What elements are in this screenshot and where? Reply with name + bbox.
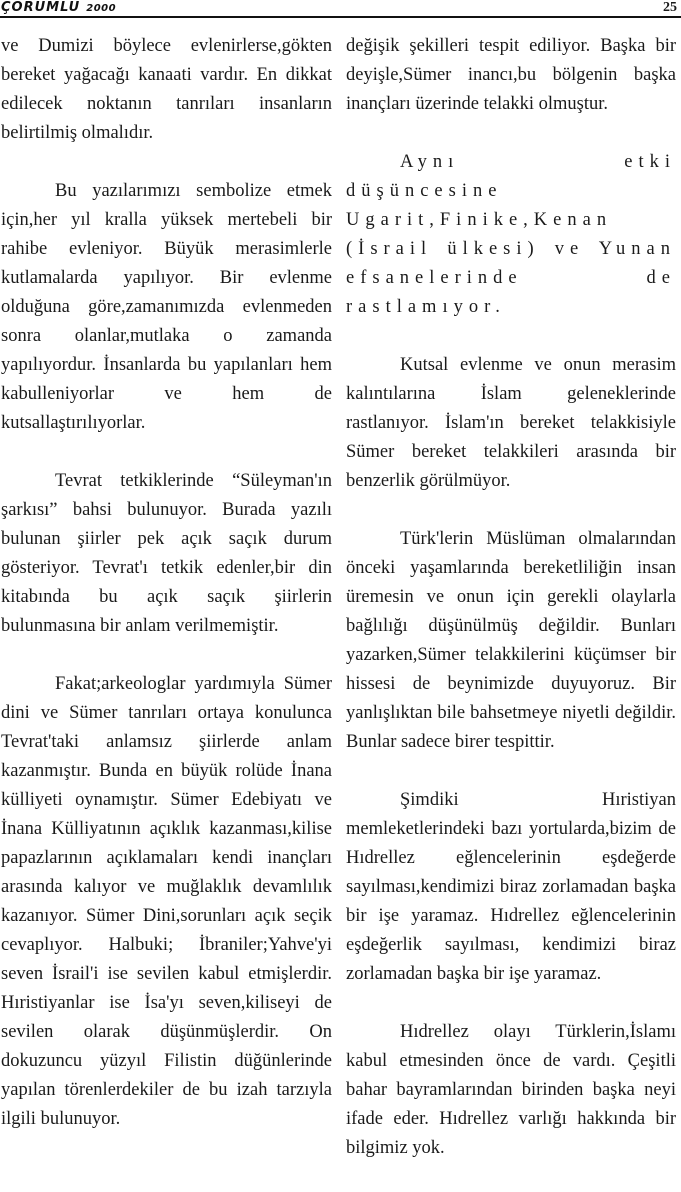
right-column <box>346 32 676 1192</box>
left-column <box>1 32 332 1163</box>
publication-masthead <box>1 0 116 17</box>
page-header <box>0 0 681 18</box>
paragraph: Tevrat tetkiklerinde “Süleyman'ın şarkısı” bahsi bulunuyor. Burada yazılı bulunan şiirler pek açık saçık durum gösteriyor. Tevrat'ı tetkik edenler,bir din kitabında bu açık saçık şiirlerin bulunmasına bir anlam verilmemiştir. <box>1 471 332 636</box>
paragraph: Hıdrellez olayı Türklerin,İslamı kabul etmesinden önce de vardı. Çeşitli bahar bayramlarından birinden başka neyi ifade eder. Hıdrellez varlığı hakkında bir bilgimiz yok. <box>346 1022 676 1158</box>
paragraph: ve Dumizi böylece evlenirlerse,gökten bereket yağacağı kanaati vardır. En dikkat edilecek noktanın tanrıları insanların belirtilmiş olmalıdır. <box>1 36 332 143</box>
paragraph: Bu yazılarımızı sembolize etmek için,her yıl kralla yüksek mertebeli bir rahibe evleniyor. Büyük merasimlerle kutlamalarda yapılıyor. Bir evlenme olduğuna göre,zamanımızda evlenmeden sonra olanlar,mutlaka o zamanda yapılıyordur. İnsanlarda bu yapılanları hem kabulleniyorlar ve hem de kutsallaştırılıyorlar. <box>1 181 332 433</box>
publication-title: ÇORUMLU <box>1 0 81 15</box>
header-divider <box>0 16 681 18</box>
paragraph: Kutsal evlenme ve onun merasim kalıntılarına İslam geleneklerinde rastlanıyor. İslam'ın bereket telakkisiyle Sümer bereket telakkileri arasında bir benzerlik görülmüyor. <box>346 355 676 491</box>
paragraph: Fakat;arkeologlar yardımıyla Sümer dini ve Sümer tanrıları ortaya konulunca Tevrat'taki anlamsız şiirlerde anlam kazanmıştır. Bunda en büyük rolüde İnana külliyeti oynamıştır. Sümer Edebiyatı ve İnana Külliyatının açıklık kazanması,kilise papazlarının açıklamaları kendi inançları arasında kalıyor ve muğlaklık devamlılık kazanıyor. Sümer Dini,sorunları açık seçik cevaplıyor. Halbuki; İbraniler;Yahve'yi seven İsrail'i ise sevilen kabul etmişlerdir. Hıristiyanlar ise İsa'yı seven,kiliseyi de sevilen olarak düşünmüşlerdir. On dokuzuncu yüzyıl Filistin düğünlerinde yapılan törenlerdekiler de bu izah tarzıyla ilgili bulunuyor. <box>1 674 332 1129</box>
paragraph: Türk'lerin Müslüman olmalarından önceki yaşamlarında bereketliliğin insan üremesin ve onun için gerekli olaylarla bağlılığı düşünülmüş değildir. Bunları yazarken,Sümer telakkilerini küçümser bir hissesi de beynimizde duyuyoruz. Bir yanlışlıktan bile bahsetmeye niyetli değildir. Bunlar sadece birer tespittir. <box>346 529 676 752</box>
paragraph: değişik şekilleri tespit ediliyor. Başka bir deyişle,Sümer inancı,bu bölgenin başka inançları üzerinde telakki olmuştur. <box>346 36 676 114</box>
paragraph: Şimdiki Hıristiyan memleketlerindeki bazı yortularda,bizim de Hıdrellez eğlencelerinin eşdeğerde sayılması,kendimizi biraz zorlamadan başka bir işe yaramaz. Hıdrellez eğlencelerinin eşdeğerlik sayılması, kendimizi biraz zorlamadan başka bir işe yaramaz. <box>346 790 676 984</box>
publication-year: 2000 <box>86 3 117 14</box>
page-number: 25 <box>663 0 677 15</box>
paragraph: Aynı etki düşüncesine Ugarit,Finike,Kenan (İsrail ülkesi) ve Yunan efsanelerinde de rastlamıyor. <box>346 152 676 317</box>
